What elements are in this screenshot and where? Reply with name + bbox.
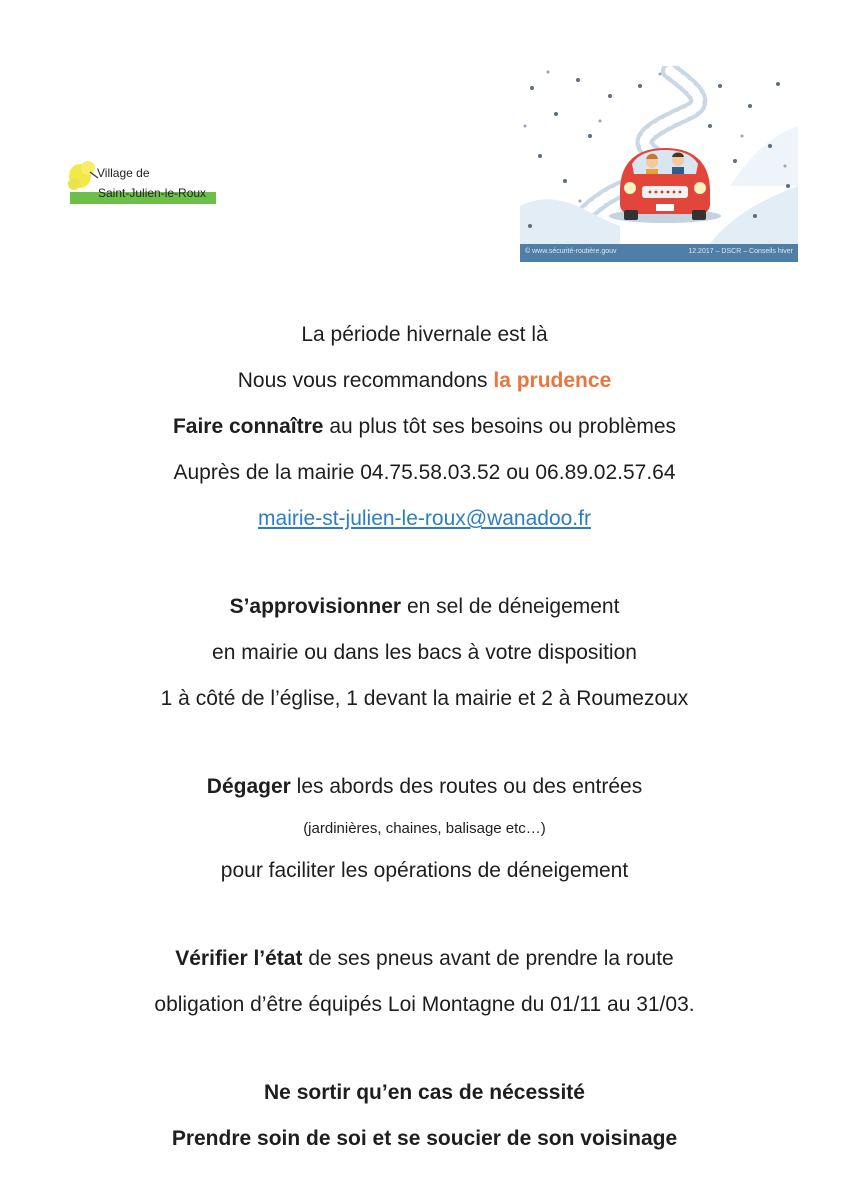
mairie-phone-numbers: Auprès de la mairie 04.75.58.03.52 ou 06.89.02.57.64	[173, 461, 676, 484]
prudence-highlight: la prudence	[493, 369, 612, 392]
clear-roads-text: les abords des routes ou des entrées	[290, 775, 643, 798]
illustration-caption-bar	[520, 244, 798, 262]
recommend-text: Nous vous recommandons	[237, 369, 494, 392]
salt-location-text: en mairie ou dans les bacs à votre disposition	[212, 641, 637, 664]
neighbourhood-care: Prendre soin de soi et se soucier de son voisinage	[171, 1127, 678, 1150]
needs-text: au plus tôt ses besoins ou problèmes	[323, 415, 677, 438]
verifier-label: Vérifier l’état	[175, 947, 303, 970]
obstacles-examples: (jardinières, chaines, balisage etc…)	[303, 820, 546, 837]
notice-line-6	[0, 584, 849, 630]
spacer	[0, 894, 849, 936]
approvisionner-label: S’approvisionner	[229, 595, 402, 618]
degager-label: Dégager	[206, 775, 291, 798]
necessity-warning: Ne sortir qu’en cas de nécessité	[264, 1081, 585, 1104]
notice-line-11	[0, 848, 849, 894]
season-heading: La période hivernale est là	[301, 323, 548, 346]
faire-connaitre-label: Faire connaître	[172, 415, 324, 438]
notice-line-9	[0, 764, 849, 810]
salt-bins-text: 1 à côté de l’église, 1 devant la mairie et 2 à Roumezoux	[160, 687, 689, 710]
notice-body	[0, 312, 849, 1162]
salt-text: en sel de déneigement	[401, 595, 620, 618]
snow-removal-text: pour faciliter les opérations de déneigement	[220, 859, 629, 882]
notice-line-13	[0, 982, 849, 1028]
notice-line-8	[0, 676, 849, 722]
notice-line-3	[0, 404, 849, 450]
logo-title-line1: Village de	[97, 166, 150, 180]
mairie-email-link[interactable]: mairie-st-julien-le-roux@wanadoo.fr	[258, 507, 591, 530]
notice-line-2	[0, 358, 849, 404]
tyres-text: de ses pneus avant de prendre la route	[302, 947, 674, 970]
illustration-source: © www.sécurité-routière.gouv	[525, 248, 617, 255]
notice-line-1	[0, 312, 849, 358]
notice-line-4	[0, 450, 849, 496]
notice-line-12	[0, 936, 849, 982]
winter-driving-illustration	[520, 66, 798, 262]
loi-montagne-text: obligation d’être équipés Loi Montagne du 01/11 au 31/03.	[154, 993, 695, 1016]
notice-line-7	[0, 630, 849, 676]
snowy-car-image	[520, 66, 798, 244]
notice-line-15	[0, 1116, 849, 1162]
logo-title-line2: Saint-Julien-le-Roux	[98, 186, 207, 200]
notice-line-14	[0, 1070, 849, 1116]
spacer	[0, 1028, 849, 1070]
spacer	[0, 542, 849, 584]
illustration-credit: 12.2017 – DSCR – Conseils hiver	[688, 248, 793, 255]
spacer	[0, 722, 849, 764]
notice-line-5	[0, 496, 849, 542]
notice-line-10	[0, 810, 849, 848]
village-logo	[64, 158, 224, 210]
